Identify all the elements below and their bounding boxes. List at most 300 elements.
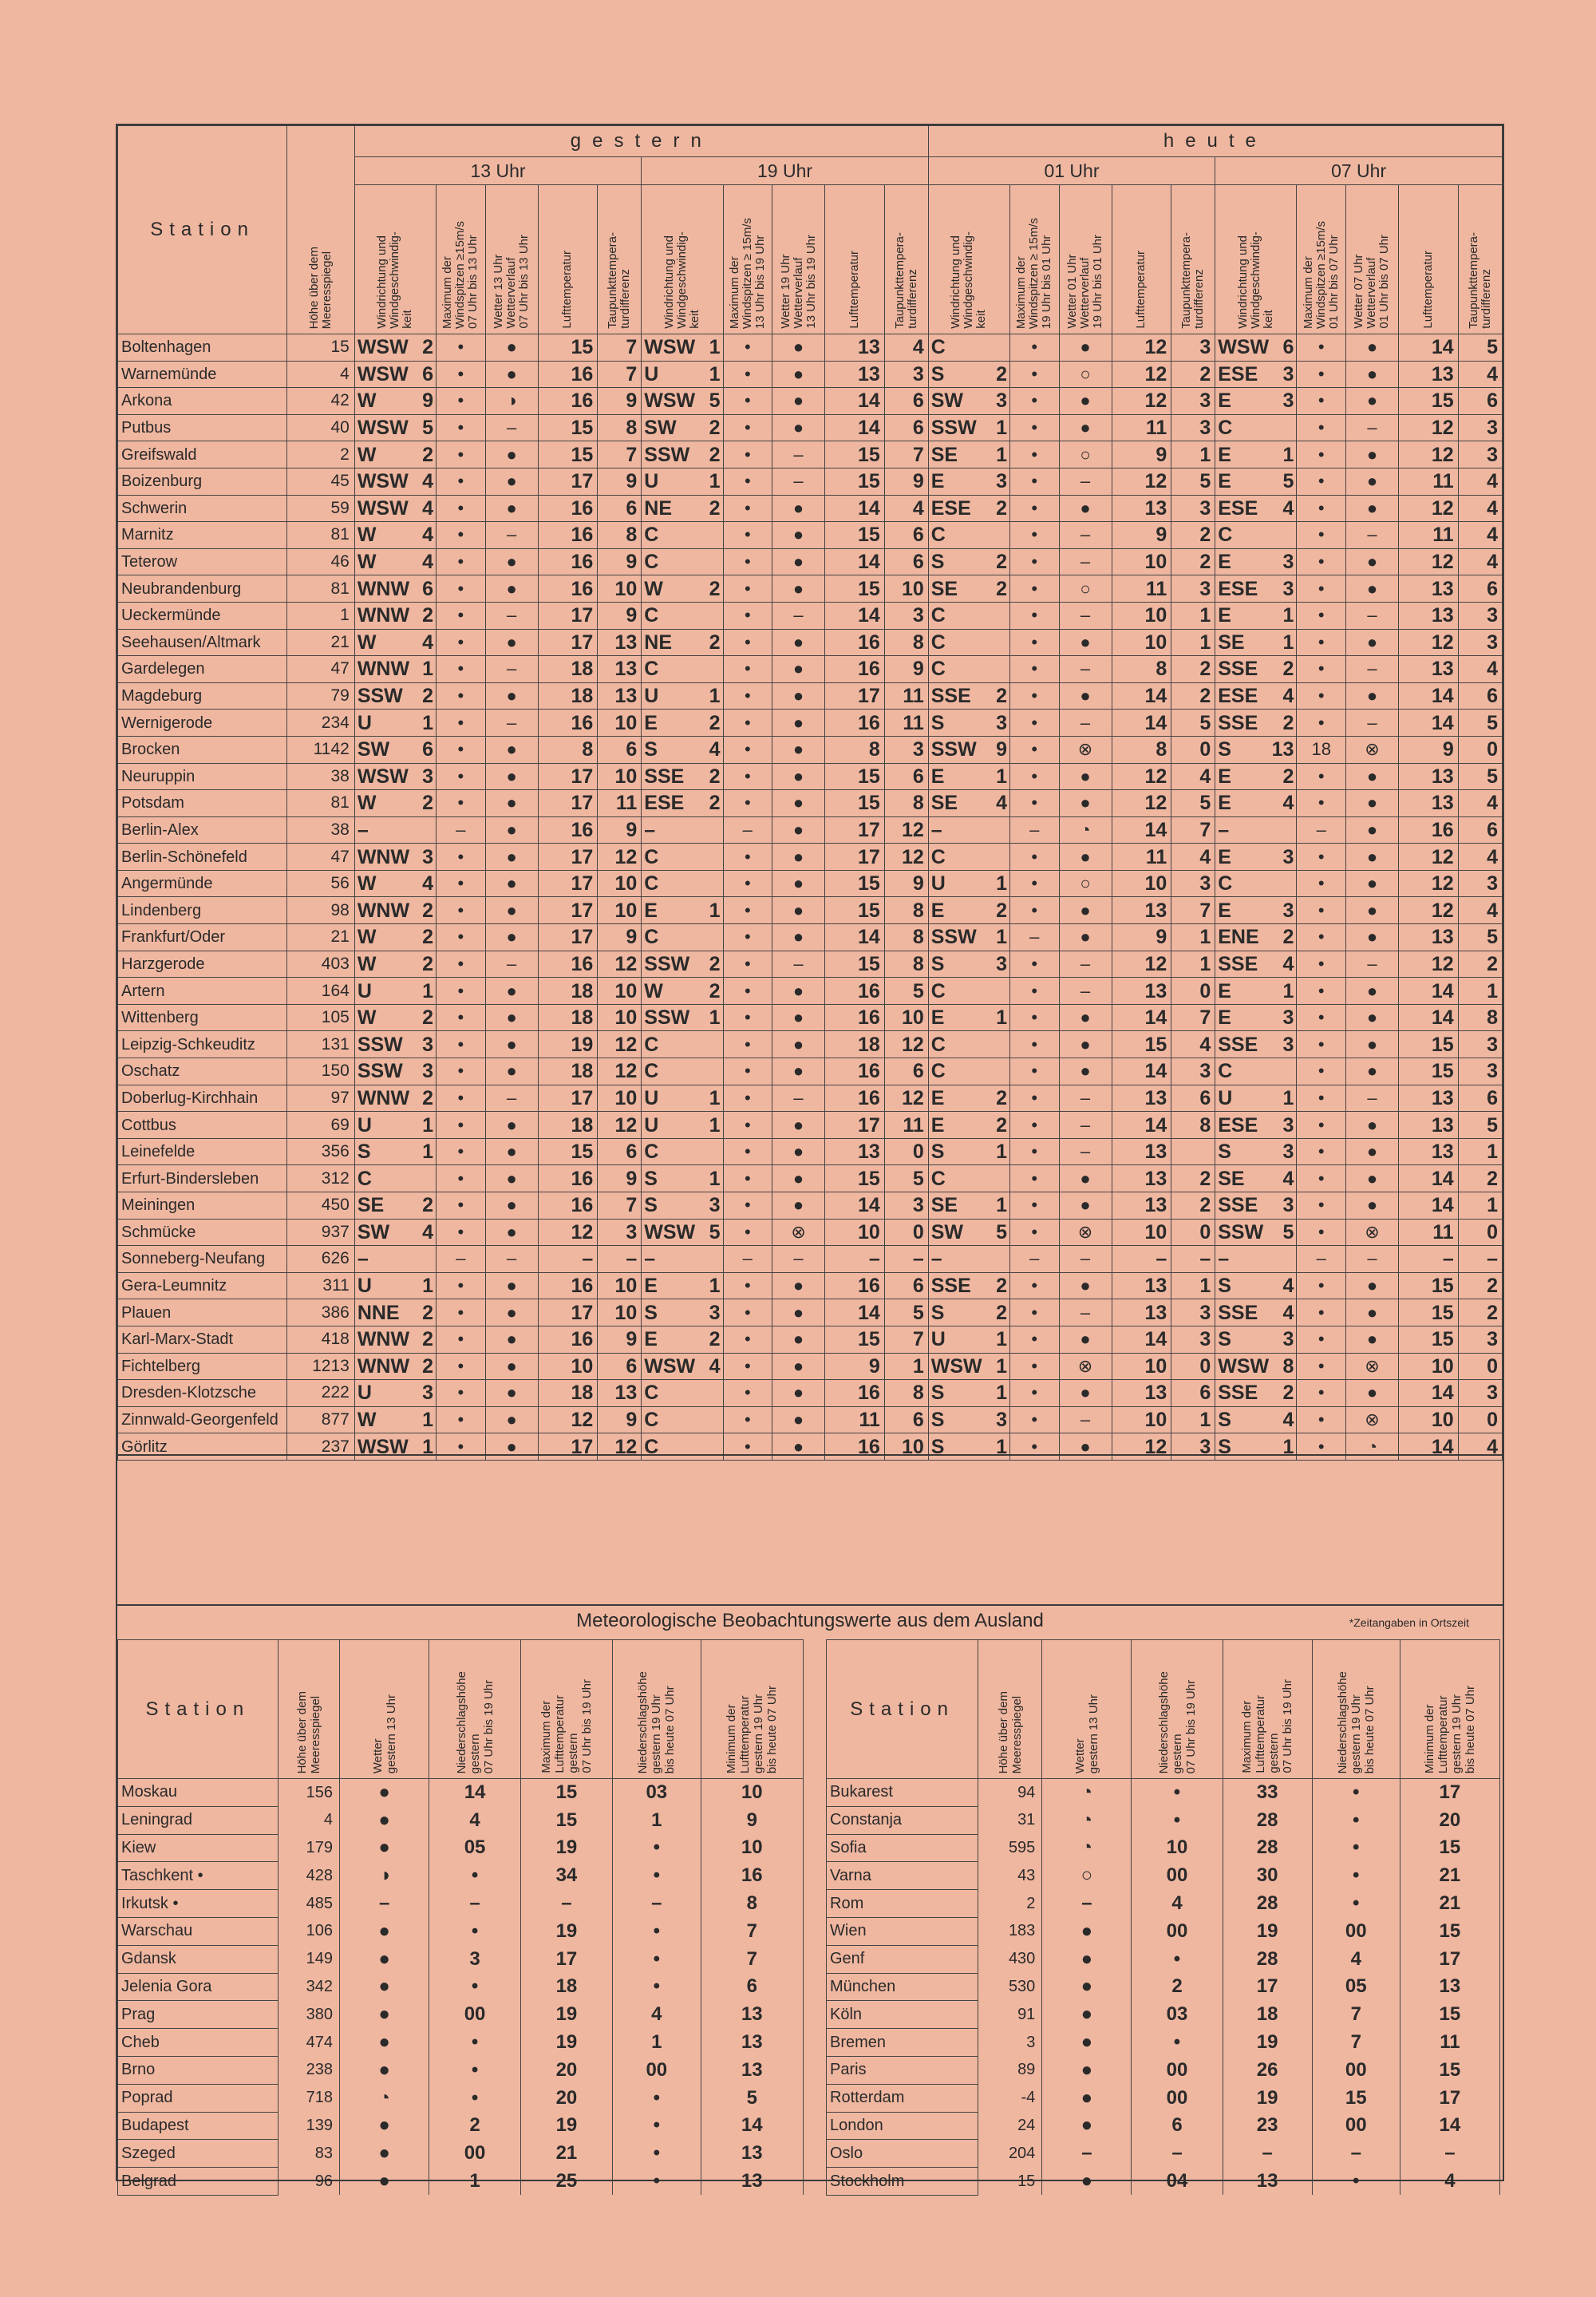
wind-speed: 1 xyxy=(996,1435,1007,1458)
station-name: Meiningen xyxy=(118,1192,287,1220)
station-name: Cottbus xyxy=(118,1112,287,1139)
weather-symbol: ● xyxy=(1059,629,1112,656)
weather-symbol: – xyxy=(1059,1299,1112,1326)
wind-direction: C xyxy=(1218,1060,1233,1083)
gust-max: • xyxy=(1297,1433,1346,1461)
wind-speed: 3 xyxy=(1282,389,1294,413)
foreign-table-left xyxy=(117,1639,804,2196)
wind-direction: C xyxy=(644,926,659,949)
weather-symbol: ● xyxy=(485,575,538,603)
weather-symbol: ● xyxy=(485,1406,538,1433)
wind-speed: 5 xyxy=(996,1220,1007,1243)
weather-symbol: ● xyxy=(772,522,825,549)
weather-symbol: – xyxy=(485,1085,538,1112)
wind-direction: SSE xyxy=(930,685,971,708)
max-temperature: 15 xyxy=(520,1779,612,1807)
station-row xyxy=(118,844,1503,871)
dewpoint-difference: 12 xyxy=(598,1433,642,1461)
air-temperature: 12 xyxy=(1398,629,1458,656)
precipitation-day: 04 xyxy=(1132,2168,1223,2196)
station-row xyxy=(118,1112,1503,1139)
weather-symbol: ● xyxy=(1346,1326,1399,1353)
wind-cell xyxy=(928,1004,1009,1031)
weather-symbol: ● xyxy=(1346,1380,1399,1407)
wind-direction: E xyxy=(1218,765,1231,788)
column-header: Taupunkttempera- turdifferenz xyxy=(1171,185,1215,334)
weather-symbol: ● xyxy=(339,2168,429,2196)
wind-speed: 2 xyxy=(709,443,721,466)
precipitation-night: – xyxy=(613,1890,701,1918)
wind-speed: 2 xyxy=(709,496,721,520)
air-temperature: 15 xyxy=(1398,1326,1458,1353)
weather-symbol: – xyxy=(772,1246,825,1273)
min-temperature: 8 xyxy=(701,1890,804,1918)
wind-cell xyxy=(642,1031,723,1058)
station-row xyxy=(118,575,1503,603)
wind-direction: SSE xyxy=(1218,658,1258,681)
weather-symbol: ● xyxy=(1042,2029,1132,2057)
precipitation-day: 00 xyxy=(1132,2084,1223,2112)
wind-direction: SSE xyxy=(1218,1033,1258,1056)
station-altitude: 356 xyxy=(287,1138,355,1165)
wind-cell xyxy=(642,1326,723,1353)
air-temperature: 15 xyxy=(825,1326,885,1353)
gust-max: • xyxy=(437,575,486,603)
gust-max: • xyxy=(437,844,486,871)
dewpoint-difference: 1 xyxy=(1458,978,1502,1005)
weather-symbol: ● xyxy=(772,629,825,656)
dewpoint-difference: 3 xyxy=(1458,441,1502,468)
station-name: Irkutsk • xyxy=(118,1890,279,1918)
gust-max: • xyxy=(723,1085,772,1112)
air-temperature: 15 xyxy=(1398,1058,1458,1085)
gust-max: – xyxy=(1297,816,1346,844)
max-temperature: 28 xyxy=(1223,1834,1312,1862)
air-temperature: 12 xyxy=(1112,1433,1171,1461)
weather-symbol: ● xyxy=(1059,495,1112,522)
column-header: Wetter 19 Uhr Wetterverlauf 13 Uhr bis 19 Uhr xyxy=(772,185,825,334)
foreign-station-row xyxy=(118,2140,804,2168)
station-name: Kiew xyxy=(118,1834,279,1862)
wind-cell xyxy=(928,816,1009,844)
wind-speed: 2 xyxy=(422,1354,434,1378)
foreign-station-row xyxy=(827,1973,1500,2001)
wind-cell xyxy=(642,1299,723,1326)
precipitation-day: 00 xyxy=(1132,1862,1223,1890)
wind-speed: 3 xyxy=(422,1060,434,1083)
precipitation-night: 03 xyxy=(613,1779,701,1807)
air-temperature: 14 xyxy=(825,1192,885,1220)
dewpoint-difference: 9 xyxy=(598,1406,642,1433)
dewpoint-difference: 12 xyxy=(884,1031,928,1058)
weather-symbol: ● xyxy=(1059,897,1112,924)
station-row xyxy=(118,1165,1503,1192)
wind-direction: C xyxy=(930,658,946,681)
station-altitude: 40 xyxy=(287,414,355,441)
precipitation-night: • xyxy=(613,1862,701,1890)
wind-direction: SSW xyxy=(1218,1220,1264,1243)
foreign-station-row xyxy=(827,2168,1500,2196)
dewpoint-difference: 0 xyxy=(1171,1353,1215,1380)
gust-max: • xyxy=(1297,1058,1346,1085)
air-temperature: 10 xyxy=(825,1219,885,1246)
gust-max: • xyxy=(723,682,772,710)
station-altitude: 877 xyxy=(287,1406,355,1433)
wind-speed: 1 xyxy=(422,1141,434,1164)
precipitation-day: • xyxy=(429,1973,520,2001)
wind-cell xyxy=(642,1192,723,1220)
precipitation-day: 6 xyxy=(1132,2112,1223,2140)
wind-direction: SSE xyxy=(1218,711,1258,734)
wind-speed: 4 xyxy=(422,1220,434,1243)
air-temperature: – xyxy=(1112,1246,1171,1273)
wind-cell xyxy=(928,1326,1009,1353)
weather-symbol: ● xyxy=(772,736,825,763)
station-name: Harzgerode xyxy=(118,951,287,978)
dewpoint-difference: 6 xyxy=(598,495,642,522)
wind-direction: E xyxy=(930,470,945,493)
min-temperature: 20 xyxy=(1400,1806,1499,1834)
wind-speed: 2 xyxy=(996,496,1007,520)
weather-symbol: ● xyxy=(1346,682,1399,710)
wind-speed: 5 xyxy=(1282,1220,1294,1243)
gust-max: • xyxy=(1297,1353,1346,1380)
air-temperature: 17 xyxy=(538,897,598,924)
weather-symbol: ◔ xyxy=(339,2084,429,2112)
dewpoint-difference: 6 xyxy=(884,388,928,415)
weather-symbol: ● xyxy=(485,870,538,897)
wind-direction: E xyxy=(1218,604,1231,627)
wind-speed: 2 xyxy=(709,417,721,440)
weather-symbol: ⊗ xyxy=(1346,1353,1399,1380)
dewpoint-difference: 5 xyxy=(1171,710,1215,737)
dewpoint-difference: 12 xyxy=(598,844,642,871)
weather-symbol: – xyxy=(1346,710,1399,737)
station-name: Wittenberg xyxy=(118,1004,287,1031)
wind-direction: SW xyxy=(357,738,390,761)
wind-speed: 2 xyxy=(422,1006,434,1030)
column-header: Niederschlagshöhe gestern 19 Uhr bis heute 07 Uhr xyxy=(1312,1640,1400,1779)
dewpoint-difference: 6 xyxy=(1171,1085,1215,1112)
dewpoint-difference: 3 xyxy=(1171,1299,1215,1326)
wind-direction: S xyxy=(930,952,945,975)
gust-max: • xyxy=(723,441,772,468)
weather-symbol: ● xyxy=(1042,2084,1132,2112)
wind-cell xyxy=(1215,1165,1297,1192)
wind-direction: WNW xyxy=(357,845,410,868)
gust-max: • xyxy=(723,1004,772,1031)
wind-speed: 4 xyxy=(996,792,1007,815)
wind-cell xyxy=(354,629,436,656)
air-temperature: 13 xyxy=(1112,1299,1171,1326)
wind-speed: 3 xyxy=(996,389,1007,413)
max-temperature: 23 xyxy=(1223,2112,1312,2140)
wind-cell xyxy=(354,844,436,871)
column-header: Minimum der Lufttemperatur gestern 19 Uhr bis heute 07 Uhr xyxy=(1400,1640,1499,1779)
gust-max: • xyxy=(1009,897,1059,924)
station-altitude: 105 xyxy=(287,1004,355,1031)
station-row xyxy=(118,629,1503,656)
precipitation-day: 4 xyxy=(429,1806,520,1834)
station-name: Genf xyxy=(827,1945,978,1973)
dewpoint-difference: 6 xyxy=(884,1058,928,1085)
weather-symbol: ● xyxy=(485,1433,538,1461)
air-temperature: 11 xyxy=(1398,522,1458,549)
wind-cell xyxy=(1215,924,1297,951)
foreign-station-row xyxy=(827,2001,1500,2029)
weather-symbol: ● xyxy=(1346,1299,1399,1326)
station-altitude: 238 xyxy=(278,2056,339,2084)
weather-symbol: ● xyxy=(772,548,825,575)
foreign-station-row xyxy=(827,1862,1500,1890)
air-temperature: 16 xyxy=(825,1272,885,1299)
gust-max: • xyxy=(437,897,486,924)
gust-max: • xyxy=(1009,1353,1059,1380)
wind-speed: 1 xyxy=(422,1409,434,1432)
wind-direction: S xyxy=(930,551,945,574)
max-temperature: 28 xyxy=(1223,1806,1312,1834)
wind-direction: SW xyxy=(930,1220,964,1243)
air-temperature: 13 xyxy=(1112,978,1171,1005)
dewpoint-difference: 9 xyxy=(598,468,642,495)
dewpoint-difference: 9 xyxy=(598,548,642,575)
gust-max: • xyxy=(1297,522,1346,549)
air-temperature: 16 xyxy=(538,548,598,575)
precipitation-day: 05 xyxy=(429,1834,520,1862)
gust-max: – xyxy=(1009,816,1059,844)
air-temperature: 14 xyxy=(1112,1004,1171,1031)
station-altitude: 311 xyxy=(287,1272,355,1299)
foreign-station-row xyxy=(118,2084,804,2112)
wind-speed: 2 xyxy=(422,1086,434,1109)
air-temperature: 16 xyxy=(825,1085,885,1112)
wind-speed: 9 xyxy=(422,389,434,413)
weather-symbol: ● xyxy=(772,1406,825,1433)
air-temperature: 12 xyxy=(1398,495,1458,522)
station-name: Dresden-Klotzsche xyxy=(118,1380,287,1407)
wind-cell xyxy=(354,575,436,603)
weather-symbol: ● xyxy=(772,1272,825,1299)
station-altitude: 98 xyxy=(287,897,355,924)
wind-direction: U xyxy=(644,362,659,385)
gust-max: • xyxy=(1297,1406,1346,1433)
dewpoint-difference: 1 xyxy=(1171,951,1215,978)
weather-symbol: ● xyxy=(1346,548,1399,575)
wind-direction: W xyxy=(357,792,377,815)
weather-symbol: ● xyxy=(772,1299,825,1326)
wind-cell xyxy=(928,870,1009,897)
weather-symbol: ● xyxy=(1059,1433,1112,1461)
wind-cell xyxy=(928,602,1009,629)
gust-max: • xyxy=(723,790,772,817)
wind-direction: ESE xyxy=(1218,685,1258,708)
dewpoint-difference: 3 xyxy=(1171,1433,1215,1461)
wind-direction: U xyxy=(644,1086,659,1109)
dewpoint-difference: 1 xyxy=(1171,1272,1215,1299)
air-temperature: 11 xyxy=(825,1406,885,1433)
gust-max: • xyxy=(437,414,486,441)
station-row xyxy=(118,1085,1503,1112)
dewpoint-difference: 7 xyxy=(1171,897,1215,924)
air-temperature: 8 xyxy=(1112,656,1171,683)
wind-direction: E xyxy=(1218,845,1231,868)
gust-max: • xyxy=(1009,656,1059,683)
wind-speed: 4 xyxy=(1282,685,1294,708)
precipitation-night: • xyxy=(1312,1779,1400,1807)
gust-max: • xyxy=(1297,763,1346,790)
station-name: Wien xyxy=(827,1917,978,1945)
wind-direction: SSW xyxy=(357,685,403,708)
weather-symbol: ⊗ xyxy=(1059,1353,1112,1380)
air-temperature: 15 xyxy=(1398,1299,1458,1326)
gust-max: • xyxy=(1297,1085,1346,1112)
station-name: Neuruppin xyxy=(118,763,287,790)
weather-symbol: ● xyxy=(1059,1031,1112,1058)
station-altitude: 97 xyxy=(287,1085,355,1112)
dewpoint-difference: 0 xyxy=(1171,736,1215,763)
dewpoint-difference: 6 xyxy=(884,522,928,549)
foreign-station-row xyxy=(118,1917,804,1945)
weather-symbol: ● xyxy=(772,1353,825,1380)
weather-symbol: ● xyxy=(1346,1192,1399,1220)
wind-direction: SSE xyxy=(644,765,685,788)
station-name: Belgrad xyxy=(118,2168,279,2196)
wind-cell xyxy=(1215,1299,1297,1326)
dewpoint-difference: 12 xyxy=(884,816,928,844)
air-temperature: 14 xyxy=(825,495,885,522)
wind-speed: 4 xyxy=(422,524,434,547)
air-temperature: 12 xyxy=(1398,951,1458,978)
wind-cell xyxy=(928,1219,1009,1246)
dewpoint-difference: – xyxy=(598,1246,642,1273)
air-temperature: 14 xyxy=(825,388,885,415)
dewpoint-difference: 3 xyxy=(1171,870,1215,897)
wind-speed: 2 xyxy=(422,1194,434,1217)
air-temperature: 14 xyxy=(1398,1433,1458,1461)
wind-direction: C xyxy=(930,1033,946,1056)
column-header: Niederschlagshöhe gestern 07 Uhr bis 19 Uhr xyxy=(1132,1640,1223,1779)
wind-cell xyxy=(642,1353,723,1380)
wind-cell xyxy=(928,790,1009,817)
weather-symbol: – xyxy=(1059,1085,1112,1112)
precipitation-day: • xyxy=(1132,1806,1223,1834)
wind-cell xyxy=(642,790,723,817)
wind-direction: WSW xyxy=(357,336,409,359)
gust-max: • xyxy=(437,1433,486,1461)
time-header: 19 Uhr xyxy=(642,157,928,185)
wind-speed: 1 xyxy=(1282,1435,1294,1458)
wind-speed: 4 xyxy=(422,496,434,520)
station-row xyxy=(118,548,1503,575)
column-header: Maximum der Windspitzen ≥15m/s 01 Uhr bis 07 Uhr xyxy=(1297,185,1346,334)
wind-direction: C xyxy=(930,1167,946,1190)
station-altitude: 81 xyxy=(287,790,355,817)
wind-direction: C xyxy=(644,524,659,547)
wind-speed: 4 xyxy=(1282,952,1294,975)
gust-max: • xyxy=(1297,682,1346,710)
min-temperature: 16 xyxy=(701,1862,804,1890)
wind-speed: 1 xyxy=(709,1006,721,1030)
column-header: Höhe über dem Meeresspiegel xyxy=(278,1640,339,1779)
gust-max: – xyxy=(437,816,486,844)
dewpoint-difference: 5 xyxy=(1458,763,1502,790)
weather-symbol: ◑ xyxy=(339,1862,429,1890)
wind-direction: ESE xyxy=(930,496,971,520)
wind-speed: 4 xyxy=(422,470,434,493)
station-name: Stockholm xyxy=(827,2168,978,2196)
wind-speed: 1 xyxy=(996,765,1007,788)
wind-speed: 1 xyxy=(1282,1086,1294,1109)
weather-symbol: ● xyxy=(772,1326,825,1353)
weather-symbol: ● xyxy=(485,978,538,1005)
wind-direction: WSW xyxy=(644,1354,696,1378)
wind-direction: SE xyxy=(1218,1167,1245,1190)
station-row xyxy=(118,388,1503,415)
dewpoint-difference: 6 xyxy=(1458,1085,1502,1112)
wind-cell xyxy=(642,1380,723,1407)
air-temperature: 12 xyxy=(1398,844,1458,871)
precipitation-night: • xyxy=(613,1973,701,2001)
station-altitude: 450 xyxy=(287,1192,355,1220)
wind-cell xyxy=(1215,1353,1297,1380)
precipitation-day: • xyxy=(1132,2029,1223,2057)
wind-cell xyxy=(354,602,436,629)
min-temperature: 15 xyxy=(1400,1834,1499,1862)
weather-symbol: ● xyxy=(772,495,825,522)
wind-cell xyxy=(1215,361,1297,388)
station-altitude: 530 xyxy=(978,1973,1042,2001)
precipitation-day: • xyxy=(429,1917,520,1945)
wind-cell xyxy=(1215,629,1297,656)
gust-max: • xyxy=(723,1138,772,1165)
station-name: Köln xyxy=(827,2001,978,2029)
column-header: Taupunkttempera- turdifferenz xyxy=(598,185,642,334)
gust-max: • xyxy=(437,656,486,683)
gust-max: • xyxy=(1297,951,1346,978)
max-temperature: 19 xyxy=(1223,2084,1312,2112)
gust-max: • xyxy=(437,361,486,388)
wind-speed: 3 xyxy=(1282,1033,1294,1056)
dewpoint-difference: 9 xyxy=(598,388,642,415)
wind-speed: 4 xyxy=(1282,792,1294,815)
weather-symbol: – xyxy=(485,414,538,441)
wind-cell xyxy=(642,414,723,441)
dewpoint-difference: 4 xyxy=(1458,656,1502,683)
min-temperature: 4 xyxy=(1400,2168,1499,2196)
weather-symbol: ◑ xyxy=(485,388,538,415)
wind-cell xyxy=(928,710,1009,737)
weather-symbol: ● xyxy=(772,656,825,683)
station-name: Bremen xyxy=(827,2029,978,2057)
weather-symbol: ● xyxy=(339,1945,429,1973)
air-temperature: 15 xyxy=(1398,388,1458,415)
weather-symbol: ◔ xyxy=(1042,1779,1132,1807)
wind-cell xyxy=(1215,1085,1297,1112)
station-altitude: 312 xyxy=(287,1165,355,1192)
wind-speed: 4 xyxy=(422,872,434,895)
gust-max: • xyxy=(1009,1219,1059,1246)
wind-speed: 2 xyxy=(422,1328,434,1351)
foreign-station-row xyxy=(118,2056,804,2084)
wind-direction: W xyxy=(357,926,377,949)
dewpoint-difference: 10 xyxy=(598,978,642,1005)
wind-direction: E xyxy=(644,1275,658,1298)
wind-cell xyxy=(928,924,1009,951)
wind-direction: SSW xyxy=(930,417,977,440)
gust-max: • xyxy=(723,1272,772,1299)
air-temperature: 11 xyxy=(1112,414,1171,441)
dewpoint-difference: 5 xyxy=(1171,790,1215,817)
